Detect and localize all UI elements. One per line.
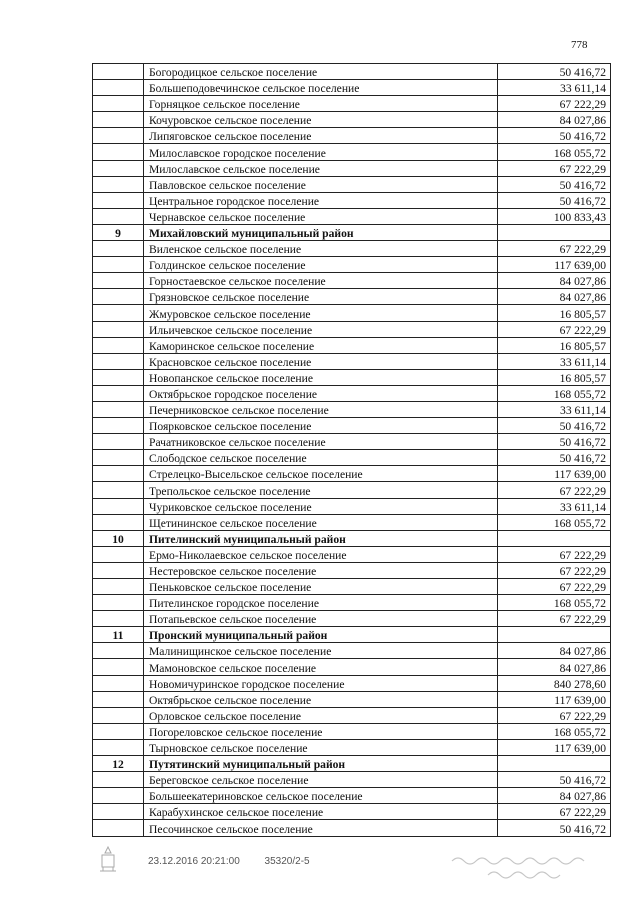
row-number [93, 353, 144, 369]
settlement-name: Центральное городское поселение [144, 192, 498, 208]
table-row [93, 804, 611, 820]
row-number [93, 64, 144, 80]
row-number [93, 788, 144, 804]
settlement-name: Рачатниковское сельское поселение [144, 434, 498, 450]
allocation-value: 33 611,14 [498, 498, 611, 514]
settlement-name: Октябрьское сельское поселение [144, 691, 498, 707]
table-row [93, 772, 611, 788]
table-row [93, 401, 611, 417]
table-row [93, 192, 611, 208]
allocation-value: 100 833,43 [498, 208, 611, 224]
settlement-name: Пеньковское сельское поселение [144, 579, 498, 595]
table-row [93, 112, 611, 128]
allocation-value [498, 756, 611, 772]
row-number [93, 80, 144, 96]
table-row [93, 289, 611, 305]
table-row [93, 562, 611, 578]
settlement-name: Чернавское сельское поселение [144, 208, 498, 224]
row-number [93, 739, 144, 755]
settlement-name: Октябрьское городское поселение [144, 385, 498, 401]
row-number [93, 707, 144, 723]
settlement-name: Путятинский муниципальный район [144, 756, 498, 772]
row-number [93, 723, 144, 739]
allocation-value: 84 027,86 [498, 112, 611, 128]
settlement-name: Богородицкое сельское поселение [144, 64, 498, 80]
row-number [93, 208, 144, 224]
row-number [93, 595, 144, 611]
settlement-name: Кочуровское сельское поселение [144, 112, 498, 128]
row-number [93, 466, 144, 482]
allocation-value: 67 222,29 [498, 160, 611, 176]
settlement-name: Поярковское сельское поселение [144, 418, 498, 434]
settlement-name: Липяговское сельское поселение [144, 128, 498, 144]
table-row [93, 788, 611, 804]
settlement-name: Павловское сельское поселение [144, 176, 498, 192]
footer [148, 856, 332, 867]
settlement-name: Красновское сельское поселение [144, 353, 498, 369]
allocation-value: 84 027,86 [498, 643, 611, 659]
allocation-value: 50 416,72 [498, 820, 611, 836]
allocation-value: 67 222,29 [498, 579, 611, 595]
allocation-value: 168 055,72 [498, 723, 611, 739]
allocation-value: 33 611,14 [498, 353, 611, 369]
table-row [93, 273, 611, 289]
table-row [93, 369, 611, 385]
settlement-name: Печерниковское сельское поселение [144, 401, 498, 417]
row-number: 11 [93, 627, 144, 643]
row-number [93, 289, 144, 305]
allocation-value: 117 639,00 [498, 739, 611, 755]
settlement-name: Песочинское сельское поселение [144, 820, 498, 836]
allocation-value: 50 416,72 [498, 64, 611, 80]
allocation-value: 50 416,72 [498, 418, 611, 434]
allocation-value: 117 639,00 [498, 691, 611, 707]
settlement-name: Большеподовечинское сельское поселение [144, 80, 498, 96]
row-number [93, 579, 144, 595]
table-row [93, 353, 611, 369]
allocation-value: 50 416,72 [498, 772, 611, 788]
settlement-name: Трепольское сельское поселение [144, 482, 498, 498]
allocation-value: 84 027,86 [498, 659, 611, 675]
row-number [93, 385, 144, 401]
allocation-value: 117 639,00 [498, 466, 611, 482]
settlement-name: Виленское сельское поселение [144, 241, 498, 257]
allocation-value: 168 055,72 [498, 514, 611, 530]
footer-datetime: 23.12.2016 20:21:00 [148, 856, 240, 867]
row-number [93, 820, 144, 836]
allocation-value: 67 222,29 [498, 804, 611, 820]
table-row [93, 450, 611, 466]
table-row [93, 820, 611, 836]
table-row [93, 675, 611, 691]
table-row [93, 321, 611, 337]
allocation-value: 117 639,00 [498, 257, 611, 273]
table-row [93, 595, 611, 611]
row-number: 12 [93, 756, 144, 772]
allocation-value: 67 222,29 [498, 546, 611, 562]
row-number [93, 337, 144, 353]
row-number [93, 369, 144, 385]
district-header-row [93, 756, 611, 772]
table-row [93, 707, 611, 723]
settlement-name: Голдинское сельское поселение [144, 257, 498, 273]
page-number: 778 [571, 39, 588, 51]
settlement-name: Большеекатериновское сельское поселение [144, 788, 498, 804]
table-row [93, 305, 611, 321]
row-number [93, 160, 144, 176]
settlement-name: Карабухинское сельское поселение [144, 804, 498, 820]
settlement-name: Новомичуринское городское поселение [144, 675, 498, 691]
table-row [93, 514, 611, 530]
row-number [93, 643, 144, 659]
settlement-name: Тырновское сельское поселение [144, 739, 498, 755]
settlement-name: Грязновское сельское поселение [144, 289, 498, 305]
table-row [93, 257, 611, 273]
settlement-name: Орловское сельское поселение [144, 707, 498, 723]
row-number [93, 176, 144, 192]
settlement-name: Горностаевское сельское поселение [144, 273, 498, 289]
table-row [93, 482, 611, 498]
table-row [93, 80, 611, 96]
row-number [93, 257, 144, 273]
table-row [93, 691, 611, 707]
row-number [93, 659, 144, 675]
table-row [93, 128, 611, 144]
settlement-name: Новопанское сельское поселение [144, 369, 498, 385]
table-row [93, 498, 611, 514]
table-row [93, 434, 611, 450]
faded-stamp [448, 851, 598, 886]
row-number [93, 498, 144, 514]
settlement-name: Нестеровское сельское поселение [144, 562, 498, 578]
row-number [93, 273, 144, 289]
footer-doc-code: 35320/2-5 [264, 856, 310, 867]
row-number [93, 804, 144, 820]
allocation-value [498, 224, 611, 240]
table-row [93, 643, 611, 659]
table-row [93, 144, 611, 160]
allocation-value: 50 416,72 [498, 434, 611, 450]
settlement-name: Щетининское сельское поселение [144, 514, 498, 530]
budget-allocation-table [92, 63, 611, 837]
allocation-value: 50 416,72 [498, 176, 611, 192]
settlement-name: Пителинский муниципальный район [144, 530, 498, 546]
allocation-value: 168 055,72 [498, 144, 611, 160]
row-number [93, 450, 144, 466]
allocation-value: 16 805,57 [498, 337, 611, 353]
settlement-name: Жмуровское сельское поселение [144, 305, 498, 321]
allocation-value: 67 222,29 [498, 562, 611, 578]
settlement-name: Береговское сельское поселение [144, 772, 498, 788]
row-number [93, 144, 144, 160]
allocation-value: 840 278,60 [498, 675, 611, 691]
row-number [93, 192, 144, 208]
row-number [93, 675, 144, 691]
table-row [93, 611, 611, 627]
table-row [93, 418, 611, 434]
allocation-value: 67 222,29 [498, 707, 611, 723]
row-number [93, 562, 144, 578]
settlement-name: Ильичевское сельское поселение [144, 321, 498, 337]
allocation-value: 168 055,72 [498, 385, 611, 401]
allocation-value: 67 222,29 [498, 611, 611, 627]
table-row [93, 241, 611, 257]
table-row [93, 208, 611, 224]
row-number [93, 514, 144, 530]
allocation-value: 50 416,72 [498, 128, 611, 144]
allocation-value: 33 611,14 [498, 80, 611, 96]
settlement-name: Милославское сельское поселение [144, 160, 498, 176]
allocation-value: 84 027,86 [498, 273, 611, 289]
table-row [93, 96, 611, 112]
allocation-value: 16 805,57 [498, 305, 611, 321]
settlement-name: Слободское сельское поселение [144, 450, 498, 466]
table-row [93, 739, 611, 755]
settlement-name: Чуриковское сельское поселение [144, 498, 498, 514]
settlement-name: Горняцкое сельское поселение [144, 96, 498, 112]
row-number [93, 112, 144, 128]
settlement-name: Ермо-Николаевское сельское поселение [144, 546, 498, 562]
settlement-name: Потапьевское сельское поселение [144, 611, 498, 627]
allocation-value: 67 222,29 [498, 321, 611, 337]
allocation-value: 67 222,29 [498, 482, 611, 498]
settlement-name: Михайловский муниципальный район [144, 224, 498, 240]
allocation-value: 84 027,86 [498, 788, 611, 804]
row-number [93, 96, 144, 112]
row-number [93, 241, 144, 257]
table-row [93, 579, 611, 595]
table-row [93, 723, 611, 739]
allocation-value: 50 416,72 [498, 450, 611, 466]
district-header-row [93, 530, 611, 546]
table-row [93, 466, 611, 482]
row-number [93, 321, 144, 337]
settlement-name: Пронский муниципальный район [144, 627, 498, 643]
allocation-value: 50 416,72 [498, 192, 611, 208]
table-row [93, 176, 611, 192]
allocation-value [498, 627, 611, 643]
table-row [93, 64, 611, 80]
row-number [93, 434, 144, 450]
allocation-value: 168 055,72 [498, 595, 611, 611]
allocation-value: 67 222,29 [498, 241, 611, 257]
table-row [93, 385, 611, 401]
row-number [93, 128, 144, 144]
table-row [93, 337, 611, 353]
row-number [93, 482, 144, 498]
emblem-icon [97, 845, 119, 875]
row-number [93, 401, 144, 417]
table-row [93, 160, 611, 176]
row-number [93, 772, 144, 788]
row-number [93, 546, 144, 562]
settlement-name: Малинищинское сельское поселение [144, 643, 498, 659]
allocation-value: 67 222,29 [498, 96, 611, 112]
row-number: 9 [93, 224, 144, 240]
row-number [93, 691, 144, 707]
district-header-row [93, 627, 611, 643]
settlement-name: Милославское городское поселение [144, 144, 498, 160]
table-row [93, 546, 611, 562]
row-number [93, 611, 144, 627]
row-number: 10 [93, 530, 144, 546]
district-header-row [93, 224, 611, 240]
settlement-name: Пителинское городское поселение [144, 595, 498, 611]
table-row [93, 659, 611, 675]
settlement-name: Погореловское сельское поселение [144, 723, 498, 739]
allocation-value: 84 027,86 [498, 289, 611, 305]
settlement-name: Мамоновское сельское поселение [144, 659, 498, 675]
allocation-value: 16 805,57 [498, 369, 611, 385]
settlement-name: Стрелецко-Высельское сельское поселение [144, 466, 498, 482]
settlement-name: Каморинское сельское поселение [144, 337, 498, 353]
row-number [93, 305, 144, 321]
allocation-value [498, 530, 611, 546]
row-number [93, 418, 144, 434]
allocation-value: 33 611,14 [498, 401, 611, 417]
